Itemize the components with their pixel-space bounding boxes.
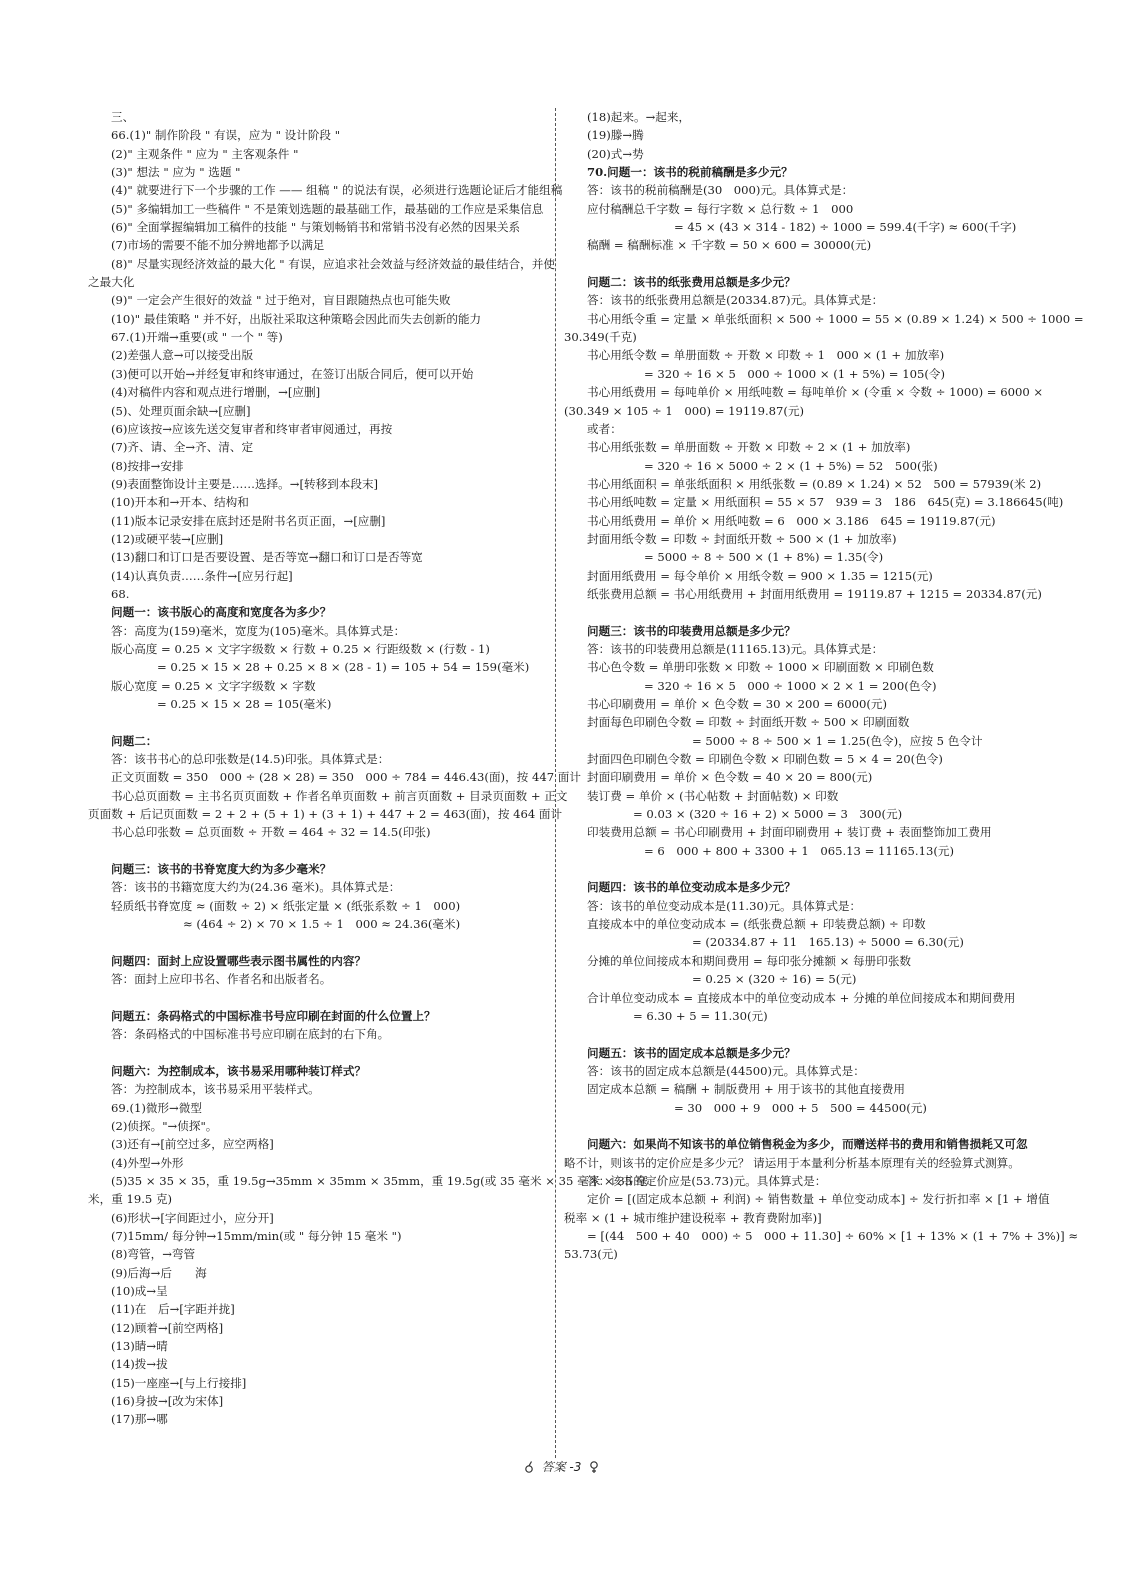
text-line: 答：为控制成本，该书易采用平装样式。	[111, 1082, 320, 1097]
text-line: 答：该书的单位变动成本是(11.30)元。具体算式是：	[587, 898, 862, 913]
text-line: 书心印刷费用 = 单价 × 色令数 = 30 × 200 = 6000(元)	[587, 697, 887, 711]
text-line: (3)便可以开始→并经复审和终审通过，在签订出版合同后，便可以开始	[111, 366, 474, 381]
ornament-left-icon	[524, 1460, 534, 1474]
text-line: (10)成→呈	[111, 1284, 168, 1298]
text-line: (13)翻口和订口是否要设置、是否等宽→翻口和订口是否等宽	[111, 550, 423, 565]
text-line: 69.(1)微形→微型	[111, 1100, 202, 1115]
text-line: 印装费用总额 = 书心印刷费用 + 封面印刷费用 + 装订费 + 表面整饰加工费用	[587, 825, 992, 840]
text-line: 封面用纸费用 = 每令单价 × 用纸令数 = 900 × 1.35 = 1215(元)	[587, 568, 933, 583]
text-line: (5)、处理页面余缺→[应删]	[111, 403, 251, 418]
text-line: (20)式→势	[587, 146, 644, 161]
text-line: 或者：	[587, 421, 622, 436]
text-line: = 320 ÷ 16 × 5000 ÷ 2 × (1 + 5%) = 52 500(张)	[644, 458, 938, 473]
text-line: 答：该书的定价应是(53.73)元。具体算式是：	[587, 1173, 827, 1188]
text-line: = 0.25 × 15 × 28 = 105(毫米)	[157, 697, 332, 711]
text-line: 装订费 = 单价 × (书心帖数 + 封面帖数) × 印数	[587, 788, 839, 803]
text-line: 问题三：该书的书脊宽度大约为多少毫米？	[111, 862, 332, 877]
text-line: 答：条码格式的中国标准书号应印刷在底封的右下角。	[111, 1027, 390, 1042]
text-line: = 5000 ÷ 8 ÷ 500 × (1 + 8%) = 1.35(令)	[644, 550, 884, 565]
text-line: 书心用纸面积 = 单张纸面积 × 用纸张数 = (0.89 × 1.24) × 52 500 = 57939(米 2)	[587, 476, 1042, 491]
text-line: 答：该书的税前稿酬是(30 000)元。具体算式是：	[587, 183, 854, 198]
text-line: 书心色令数 = 单册印张数 × 印数 ÷ 1000 × 印刷面数 × 印刷色数	[587, 660, 934, 675]
text-line: 直接成本中的单位变动成本 = (纸张费总额 + 印装费总额) ÷ 印数	[587, 917, 926, 932]
text-line: 版心宽度 = 0.25 × 文字字级数 × 字数	[111, 678, 316, 693]
text-line: = 0.03 × (320 ÷ 16 + 2) × 5000 = 3 300(元)	[633, 807, 903, 822]
text-line: (2)差强人意→可以接受出版	[111, 348, 254, 363]
text-line: = 45 × (43 × 314 - 182) ÷ 1000 = 599.4(千字) ≈ 600(千字)	[674, 220, 1017, 235]
text-line: 书心用纸费用 = 单价 × 用纸吨数 = 6 000 × 3.186 645 = 19119.87(元)	[587, 513, 996, 528]
text-line: 答：该书书心的总印张数是(14.5)印张。具体算式是：	[111, 752, 390, 767]
text-line: = 6.30 + 5 = 11.30(元)	[633, 1008, 768, 1023]
text-line: = 0.25 × (320 ÷ 16) = 5(元)	[692, 972, 857, 987]
text-line: (30.349 × 105 ÷ 1 000) = 19119.87(元)	[564, 403, 805, 418]
text-line: 答：高度为(159)毫米，宽度为(105)毫米。具体算式是：	[111, 623, 406, 638]
text-line: (5)" 多编辑加工一些稿件 " 不是策划选题的最基础工作，最基础的工作应是采集信息	[111, 201, 544, 216]
text-line: 页面数 + 后记页面数 = 2 + 2 + (5 + 1) + (3 + 1) + 447 + 2 = 463(面)，按 464 面计	[88, 807, 563, 822]
text-line: 米，重 19.5 克)	[88, 1192, 173, 1207]
text-line: (2)" 主观条件 " 应为 " 主客观条件 "	[111, 146, 299, 161]
text-line: 答：面封上应印书名、作者名和出版者名。	[111, 972, 332, 987]
text-line: ≈ (464 ÷ 2) × 70 × 1.5 ÷ 1 000 ≈ 24.36(毫米)	[183, 917, 461, 932]
text-line: (12)顾着→[前空两格]	[111, 1320, 224, 1335]
text-line: 封面每色印刷色令数 = 印数 ÷ 封面纸开数 ÷ 500 × 印刷面数	[587, 715, 910, 730]
text-line: = 30 000 + 9 000 + 5 500 = 44500(元)	[674, 1100, 927, 1115]
text-line: (10)" 最佳策略 " 并不好，出版社采取这种策略会因此而失去创新的能力	[111, 311, 482, 326]
text-line: 70.问题一：该书的税前稿酬是多少元？	[587, 165, 793, 180]
text-line: (6)" 全面掌握编辑加工稿件的技能 " 与策划畅销书和常销书没有必然的因果关系	[111, 220, 521, 235]
text-line: (9)" 一定会产生很好的效益 " 过于绝对，盲目跟随热点也可能失败	[111, 293, 451, 308]
text-line: = (20334.87 + 11 165.13) ÷ 5000 = 6.30(元)	[692, 935, 964, 950]
text-line: 问题二：	[111, 733, 158, 748]
text-line: (11)在 后→[字距并拢]	[111, 1302, 235, 1317]
text-line: (5)35 × 35 × 35，重 19.5g→35mm × 35mm × 35mm，重 19.5g(或 35 毫米 × 35 毫米 × 35 毫	[111, 1173, 648, 1188]
text-line: (3)还有→[前空过多，应空两格]	[111, 1137, 274, 1152]
text-line: = 0.25 × 15 × 28 + 0.25 × 8 × (28 - 1) = 105 + 54 = 159(毫米)	[157, 660, 530, 675]
text-line: 固定成本总额 = 稿酬 + 制版费用 + 用于该书的其他直接费用	[587, 1082, 905, 1097]
text-line: 应付稿酬总千字数 = 每行字数 × 总行数 ÷ 1 000	[587, 201, 854, 216]
text-line: (8)弯管，→弯管	[111, 1247, 196, 1262]
text-line: 问题四：该书的单位变动成本是多少元？	[587, 880, 796, 895]
text-line: (4)外型→外形	[111, 1155, 184, 1170]
text-line: (14)拨→拔	[111, 1357, 168, 1372]
text-line: 53.73(元)	[564, 1247, 618, 1262]
text-line: 正文页面数 = 350 000 ÷ (28 × 28) = 350 000 ÷ 784 = 446.43(面)，按 447 面计	[111, 770, 581, 785]
text-line: 书心用纸令数 = 单册面数 ÷ 开数 × 印数 ÷ 1 000 × (1 + 加放率)	[587, 348, 945, 363]
text-line: 问题四：面封上应设置哪些表示图书属性的内容？	[111, 953, 367, 968]
text-line: (12)或硬平装→[应删]	[111, 531, 224, 546]
text-line: 答：该书的固定成本总额是(44500)元。具体算式是：	[587, 1063, 865, 1078]
text-line: 封面用纸令数 = 印数 ÷ 封面纸开数 ÷ 500 × (1 + 加放率)	[587, 531, 897, 546]
footer-label: 答案 -3	[541, 1460, 582, 1474]
text-line: (19)滕→腾	[587, 128, 644, 143]
text-line: 答：该书的纸张费用总额是(20334.87)元。具体算式是：	[587, 293, 884, 308]
text-line: 之最大化	[88, 275, 135, 290]
text-line: 封面印刷费用 = 单价 × 色令数 = 40 × 20 = 800(元)	[587, 770, 873, 785]
text-line: 书心用纸吨数 = 定量 × 用纸面积 = 55 × 57 939 = 3 186 645(克) = 3.186645(吨)	[587, 495, 1064, 510]
text-line: 问题五：该书的固定成本总额是多少元？	[587, 1045, 796, 1060]
text-line: 定价 = [(固定成本总额 + 利润) ÷ 销售数量 + 单位变动成本] ÷ 发行折扣率 × [1 + 增值	[587, 1192, 1050, 1207]
text-line: 30.349(千克)	[564, 330, 637, 345]
text-line: (16)身披→[改为宋体]	[111, 1394, 224, 1409]
text-line: (18)起来。→起来，	[587, 110, 691, 124]
text-line: (2)侦探。"→侦探"。	[111, 1118, 218, 1133]
text-line: 问题五：条码格式的中国标准书号应印刷在封面的什么位置上？	[111, 1008, 436, 1023]
text-line: (9)表面整饰设计主要是……选择。→[转移到本段末]	[111, 476, 379, 491]
text-line: (6)应该按→应该先送交复审者和终审者审阅通过，再按	[111, 421, 393, 436]
text-line: (4)" 就要进行下一个步骤的工作 —— 组稿 " 的说法有误，必须进行选题论证后才能组稿	[111, 183, 563, 198]
text-line: 答：该书的书籍宽度大约为(24.36 毫米)。具体算式是：	[111, 880, 401, 895]
text-line: 略不计，则该书的定价应是多少元？ 请运用于本量利分析基本原理有关的经验算式测算。	[564, 1155, 1020, 1170]
text-line: = 320 ÷ 16 × 5 000 ÷ 1000 × (1 + 5%) = 105(令)	[644, 366, 945, 381]
text-line: 稿酬 = 稿酬标准 × 千字数 = 50 × 600 = 30000(元)	[587, 238, 872, 253]
text-line: (10)开本和→开本、结构和	[111, 495, 249, 510]
text-line: 问题六：为控制成本，该书易采用哪种装订样式？	[111, 1063, 367, 1078]
text-line: 税率 × (1 + 城市维护建设税率 + 教育费附加率)]	[564, 1210, 822, 1225]
text-line: (7)齐、请、全→齐、清、定	[111, 440, 254, 455]
text-line: = 320 ÷ 16 × 5 000 ÷ 1000 × 2 × 1 = 200(色令)	[644, 678, 937, 693]
text-line: 书心总页面数 = 主书名页页面数 + 作者名单页面数 + 前言页面数 + 目录页面数 + 正文	[111, 788, 568, 803]
text-line: 书心总印张数 = 总页面数 ÷ 开数 = 464 ÷ 32 = 14.5(印张)	[111, 825, 431, 840]
text-line: 书心用纸费用 = 每吨单价 × 用纸吨数 = 每吨单价 × (令重 × 令数 ÷ 1000) = 6000 ×	[587, 385, 1044, 400]
text-line: 轻质纸书脊宽度 ≈ (面数 ÷ 2) × 纸张定量 × (纸张系数 ÷ 1 000)	[111, 898, 461, 913]
text-line: 67.(1)开端→重要(或 " 一个 " 等)	[111, 330, 283, 345]
text-line: 纸张费用总额 = 书心用纸费用 + 封面用纸费用 = 19119.87 + 1215 = 20334.87(元)	[587, 586, 1042, 601]
text-line: 问题二：该书的纸张费用总额是多少元？	[587, 275, 796, 290]
text-line: 问题三：该书的印装费用总额是多少元？	[587, 623, 796, 638]
text-line: = 6 000 + 800 + 3300 + 1 065.13 = 11165.13(元)	[644, 843, 954, 858]
right-column	[564, 108, 1084, 1264]
text-line: 合计单位变动成本 = 直接成本中的单位变动成本 + 分摊的单位间接成本和期间费用	[587, 990, 1016, 1005]
text-line: (9)后海→后 海	[111, 1265, 207, 1280]
ornament-right-icon	[589, 1460, 599, 1474]
text-line: (13)睛→晴	[111, 1339, 168, 1354]
text-line: 书心用纸张数 = 单册面数 ÷ 开数 × 印数 ÷ 2 × (1 + 加放率)	[587, 440, 911, 455]
text-line: 版心高度 = 0.25 × 文字字级数 × 行数 + 0.25 × 行距级数 × (行数 - 1)	[111, 641, 490, 656]
text-line: 三、	[111, 110, 135, 124]
text-line: (8)按排→安排	[111, 458, 184, 473]
text-line: 66.(1)" 制作阶段 " 有误，应为 " 设计阶段 "	[111, 128, 341, 143]
text-line: (3)" 想法 " 应为 " 选题 "	[111, 165, 241, 180]
text-line: 答：该书的印装费用总额是(11165.13)元。具体算式是：	[587, 641, 884, 656]
text-line: (7)15mm/ 每分钟→15mm/min(或 " 每分钟 15 毫米 ")	[111, 1228, 402, 1243]
text-line: 68.	[111, 586, 130, 601]
text-line: = [(44 500 + 40 000) ÷ 5 000 + 11.30] ÷ 60% × [1 + 13% × (1 + 7% + 3%)] ≈	[587, 1228, 1079, 1243]
column-divider	[555, 108, 556, 1458]
text-line: (6)形状→[字间距过小，应分开]	[111, 1210, 274, 1225]
page-footer	[0, 1458, 1123, 1475]
text-line: (14)认真负责……条件→[应另行起]	[111, 568, 293, 583]
text-line: 问题六：如果尚不知该书的单位销售税金为多少，而赠送样书的费用和销售损耗又可忽	[587, 1137, 1028, 1152]
text-line: (4)对稿件内容和观点进行增删，→[应删]	[111, 385, 321, 400]
text-line: (8)" 尽量实现经济效益的最大化 " 有误，应追求社会效益与经济效益的最佳结合，并使	[111, 256, 555, 271]
text-line: (11)版本记录安排在底封还是附书名页正面，→[应删]	[111, 513, 386, 528]
text-line: (7)市场的需要不能不加分辨地都予以满足	[111, 238, 325, 253]
text-line: (17)那→哪	[111, 1412, 168, 1427]
text-line: 封面四色印刷色令数 = 印刷色令数 × 印刷色数 = 5 × 4 = 20(色令)	[587, 752, 943, 767]
text-line: 问题一：该书版心的高度和宽度各为多少？	[111, 605, 332, 620]
text-line: 分摊的单位间接成本和期间费用 = 每印张分摊额 × 每册印张数	[587, 953, 912, 968]
text-line: 书心用纸令重 = 定量 × 单张纸面积 × 500 ÷ 1000 = 55 × (0.89 × 1.24) × 500 ÷ 1000 =	[587, 311, 1084, 326]
text-line: = 5000 ÷ 8 ÷ 500 × 1 = 1.25(色令)，应按 5 色令计	[692, 733, 983, 748]
text-line: (15)一座座→[与上行接排]	[111, 1375, 247, 1390]
